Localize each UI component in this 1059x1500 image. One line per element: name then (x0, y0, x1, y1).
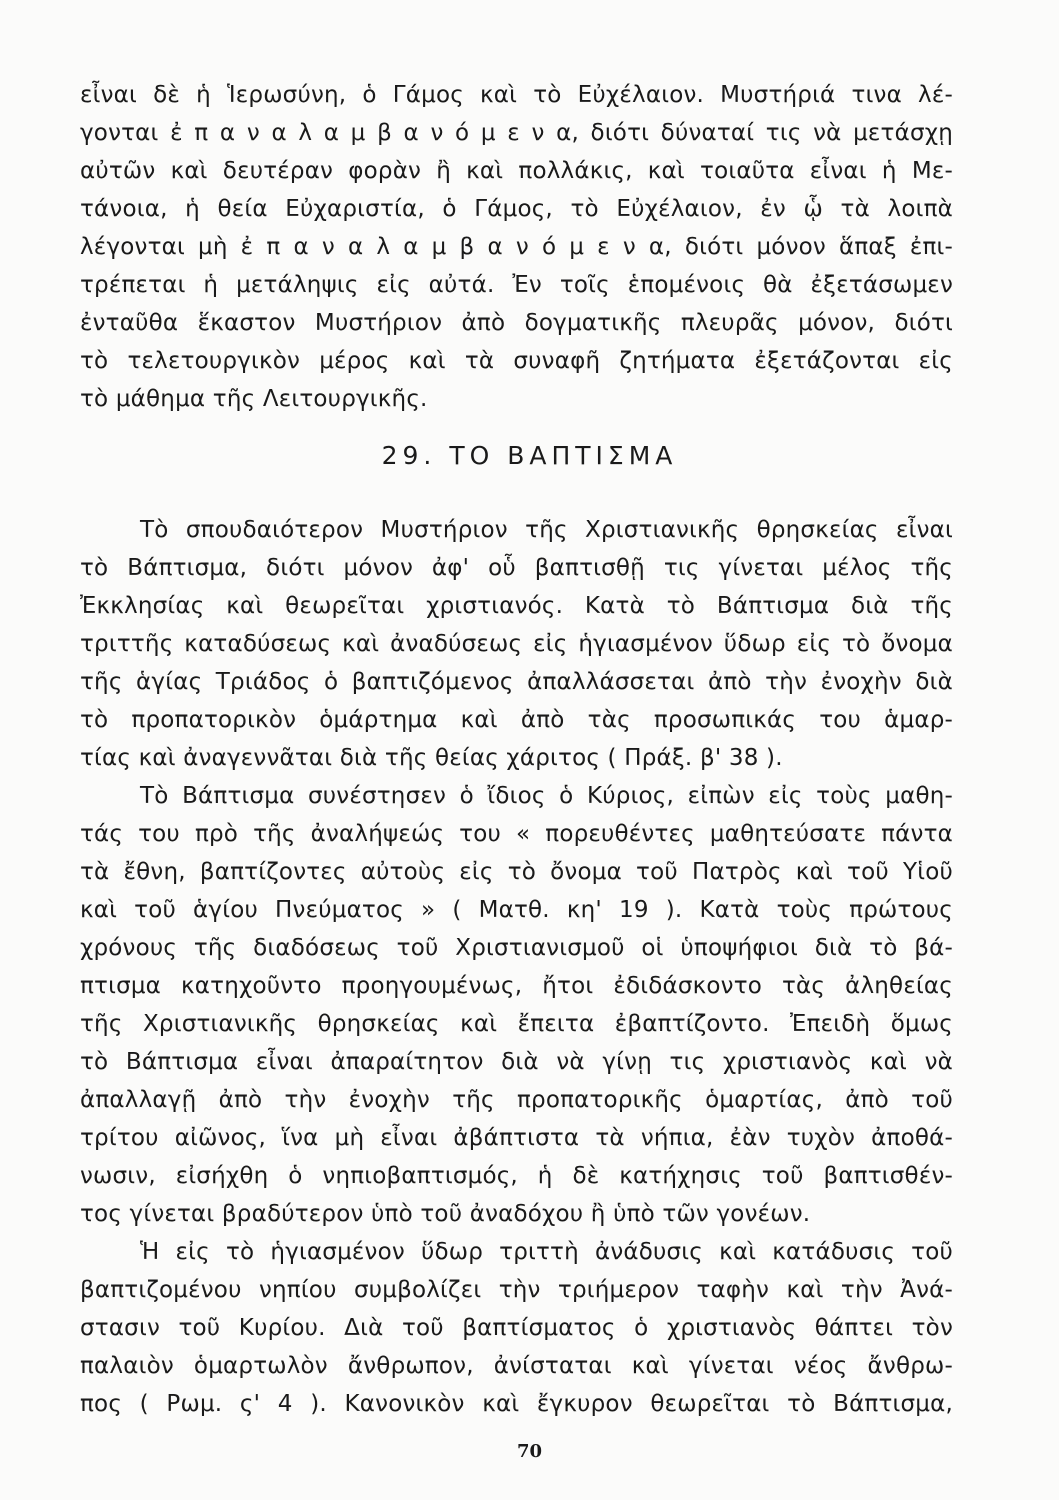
intro-line: τὸ μάθημα τῆς Λειτουργικῆς. (80, 386, 428, 412)
paragraph1-line: τῆς ἁγίας Τριάδος ὁ βαπτιζόμενος ἀπαλλάσσεται ἀπὸ τὴν ἐνοχὴν διὰ (80, 669, 953, 695)
paragraph2-line: τὰ ἔθνη, βαπτίζοντες αὐτοὺς εἰς τὸ ὄνομα τοῦ Πατρὸς καὶ τοῦ Υἱοῦ (80, 859, 953, 885)
intro-line: λέγονται μὴ ἐ π α ν α λ α μ β α ν ό μ ε ν α, διότι μόνον ἅπαξ ἐπι- (80, 234, 953, 260)
paragraph1-line: τριττῆς καταδύσεως καὶ ἀναδύσεως εἰς ἡγιασμένον ὕδωρ εἰς τὸ ὄνομα (80, 631, 953, 657)
paragraph2-line: πτισμα κατηχοῦντο προηγουμένως, ἤτοι ἐδιδάσκοντο τὰς ἀληθείας (80, 973, 953, 999)
paragraph3-line: στασιν τοῦ Κυρίου. Διὰ τοῦ βαπτίσματος ὁ χριστιανὸς θάπτει τὸν (80, 1315, 953, 1341)
intro-line: τρέπεται ἡ μετάληψις εἰς αὐτά. Ἐν τοῖς ἑπομένοις θὰ ἐξετάσωμεν (80, 272, 953, 298)
section-heading: 29. ΤΟ ΒΑΠΤΙΣΜΑ (381, 441, 678, 470)
intro-line: τάνοια, ἡ θεία Εὐχαριστία, ὁ Γάμος, τὸ Εὐχέλαιον, ἐν ᾧ τὰ λοιπὰ (80, 196, 953, 222)
paragraph1-line: τίας καὶ ἀναγεννᾶται διὰ τῆς θείας χάριτος ( Πράξ. β' 38 ). (80, 745, 783, 771)
paragraph2-line: καὶ τοῦ ἁγίου Πνεύματος » ( Ματθ. κη' 19 ). Κατὰ τοὺς πρώτους (80, 897, 953, 923)
paragraph1-line: τὸ προπατορικὸν ὁμάρτημα καὶ ἀπὸ τὰς προσωπικάς του ἁμαρ- (80, 707, 953, 733)
intro-line: αὐτῶν καὶ δευτέραν φορὰν ἢ καὶ πολλάκις, καὶ τοιαῦτα εἶναι ἡ Με- (80, 158, 953, 184)
paragraph2-line: τῆς Χριστιανικῆς θρησκείας καὶ ἔπειτα ἐβαπτίζοντο. Ἐπειδὴ ὅμως (80, 1011, 953, 1037)
intro-line: εἶναι δὲ ἡ Ἱερωσύνη, ὁ Γάμος καὶ τὸ Εὐχέλαιον. Μυστήριά τινα λέ- (80, 82, 953, 108)
paragraph3-line: βαπτιζομένου νηπίου συμβολίζει τὴν τριήμερον ταφὴν καὶ τὴν Ἀνά- (80, 1277, 953, 1303)
paragraph2-line: τάς του πρὸ τῆς ἀναλήψεώς του « πορευθέντες μαθητεύσατε πάντα (80, 821, 953, 847)
paragraph2-line: νωσιν, εἰσήχθη ὁ νηπιοβαπτισμός, ἡ δὲ κατήχησις τοῦ βαπτισθέν- (80, 1163, 953, 1189)
paragraph3-line: Ἡ εἰς τὸ ἡγιασμένον ὕδωρ τριττὴ ἀνάδυσις καὶ κατάδυσις τοῦ (140, 1239, 953, 1265)
intro-line: γονται ἐ π α ν α λ α μ β α ν ό μ ε ν α, διότι δύναταί τις νὰ μετάσχῃ (80, 120, 953, 146)
paragraph3-line: παλαιὸν ὁμαρτωλὸν ἄνθρωπον, ἀνίσταται καὶ γίνεται νέος ἄνθρω- (80, 1353, 953, 1379)
paragraph2-line: τρίτου αἰῶνος, ἵνα μὴ εἶναι ἀβάπτιστα τὰ νήπια, ἐὰν τυχὸν ἀποθά- (80, 1125, 953, 1151)
paragraph1-line: Ἐκκλησίας καὶ θεωρεῖται χριστιανός. Κατὰ τὸ Βάπτισμα διὰ τῆς (80, 593, 953, 619)
paragraph3-line: πος ( Ρωμ. ς' 4 ). Κανονικὸν καὶ ἔγκυρον θεωρεῖται τὸ Βάπτισμα, (80, 1391, 953, 1417)
paragraph2-line: τος γίνεται βραδύτερον ὑπὸ τοῦ ἀναδόχου ἢ ὑπὸ τῶν γονέων. (80, 1201, 811, 1227)
paragraph2-line: τὸ Βάπτισμα εἶναι ἀπαραίτητον διὰ νὰ γίνῃ τις χριστιανὸς καὶ νὰ (80, 1049, 953, 1075)
intro-line: ἐνταῦθα ἕκαστον Μυστήριον ἀπὸ δογματικῆς πλευρᾶς μόνον, διότι (80, 310, 953, 336)
paragraph2-line: χρόνους τῆς διαδόσεως τοῦ Χριστιανισμοῦ οἱ ὑποψήφιοι διὰ τὸ βά- (80, 935, 953, 961)
page-number: 70 (516, 1441, 543, 1462)
paragraph2-line: Τὸ Βάπτισμα συνέστησεν ὁ ἴδιος ὁ Κύριος, εἰπὼν εἰς τοὺς μαθη- (140, 783, 953, 809)
paragraph1-line: Τὸ σπουδαιότερον Μυστήριον τῆς Χριστιανικῆς θρησκείας εἶναι (140, 517, 953, 543)
paragraph2-line: ἀπαλλαγῇ ἀπὸ τὴν ἐνοχὴν τῆς προπατορικῆς ὁμαρτίας, ἀπὸ τοῦ (80, 1087, 953, 1113)
intro-line: τὸ τελετουργικὸν μέρος καὶ τὰ συναφῆ ζητήματα ἐξετάζονται εἰς (80, 348, 953, 374)
paragraph1-line: τὸ Βάπτισμα, διότι μόνον ἀφ' οὗ βαπτισθῇ τις γίνεται μέλος τῆς (80, 555, 953, 581)
